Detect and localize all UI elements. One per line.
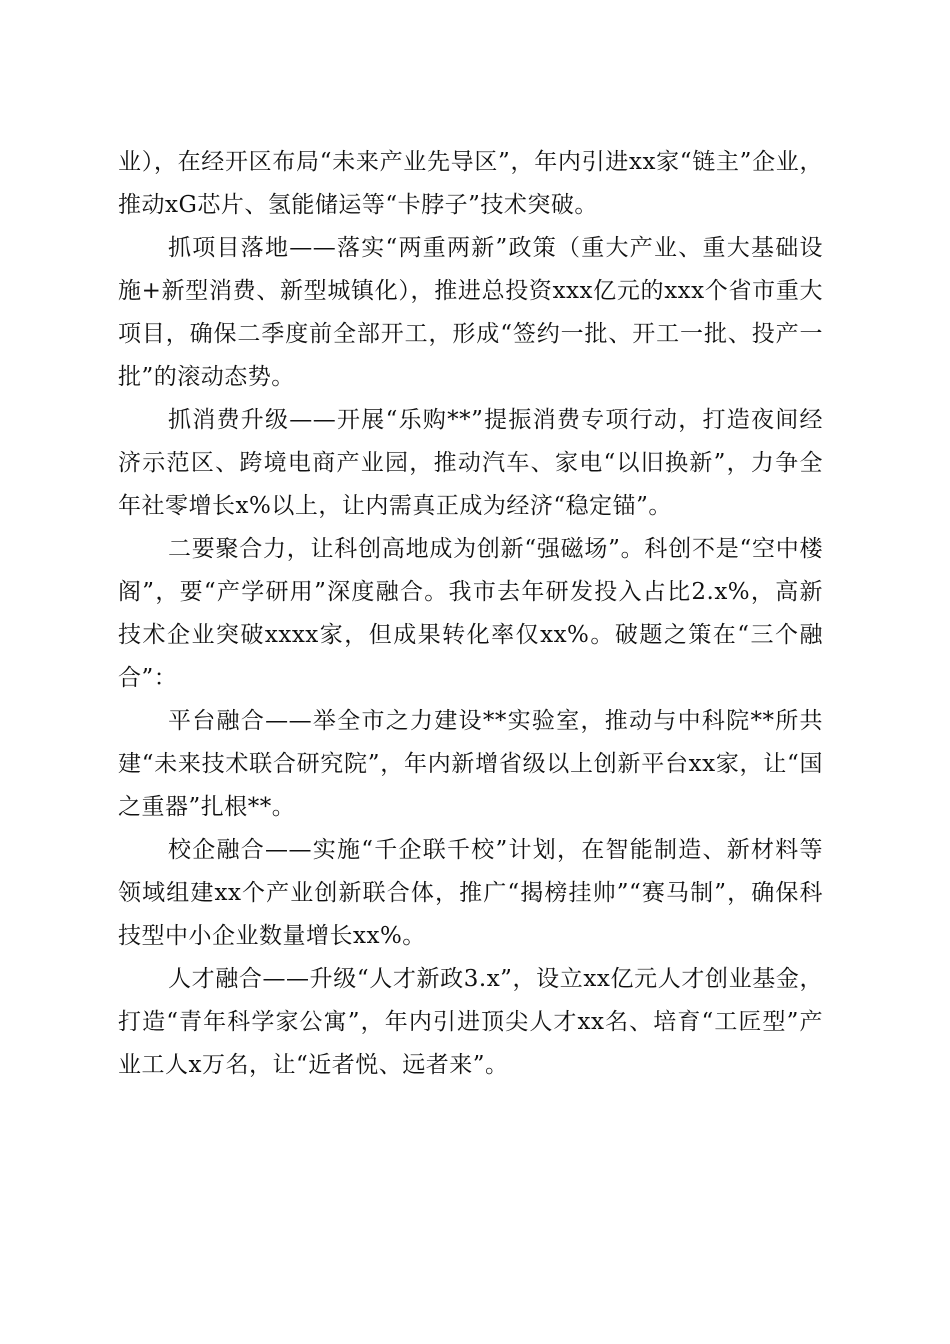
paragraph-5: 平台融合——举全市之力建设**实验室，推动与中科院**所共建“未来技术联合研究院”，年内新增省级以上创新平台xx家，让“国之重器”扎根**。 [118, 708, 823, 820]
paragraph-2: 抓项目落地——落实“两重两新”政策（重大产业、重大基础设施+新型消费、新型城镇化），推进总投资xxx亿元的xxx个省市重大项目，确保二季度前全部开工，形成“签约一批、开工一批、投产一批”的滚动态势。 [118, 235, 823, 390]
paragraph-7: 人才融合——升级“人才新政3.x”，设立xx亿元人才创业基金，打造“青年科学家公寓”，年内引进顶尖人才xx名、培育“工匠型”产业工人x万名，让“近者悦、远者来”。 [118, 966, 823, 1078]
paragraph-3: 抓消费升级——开展“乐购**”提振消费专项行动，打造夜间经济示范区、跨境电商产业园，推动汽车、家电“以旧换新”，力争全年社零增长x%以上，让内需真正成为经济“稳定锚”。 [118, 407, 823, 519]
document-body [118, 141, 823, 1087]
paragraph-6: 校企融合——实施“千企联千校”计划，在智能制造、新材料等领域组建xx个产业创新联合体，推广“揭榜挂帅”“赛马制”，确保科技型中小企业数量增长xx%。 [118, 837, 823, 949]
paragraph-1: 业），在经开区布局“未来产业先导区”，年内引进xx家“链主”企业，推动xG芯片、氢能储运等“卡脖子”技术突破。 [118, 149, 823, 218]
paragraph-4: 二要聚合力，让科创高地成为创新“强磁场”。科创不是“空中楼阁”，要“产学研用”深度融合。我市去年研发投入占比2.x%，高新技术企业突破xxxx家，但成果转化率仅xx%。破题之策在“三个融合”： [118, 536, 823, 691]
